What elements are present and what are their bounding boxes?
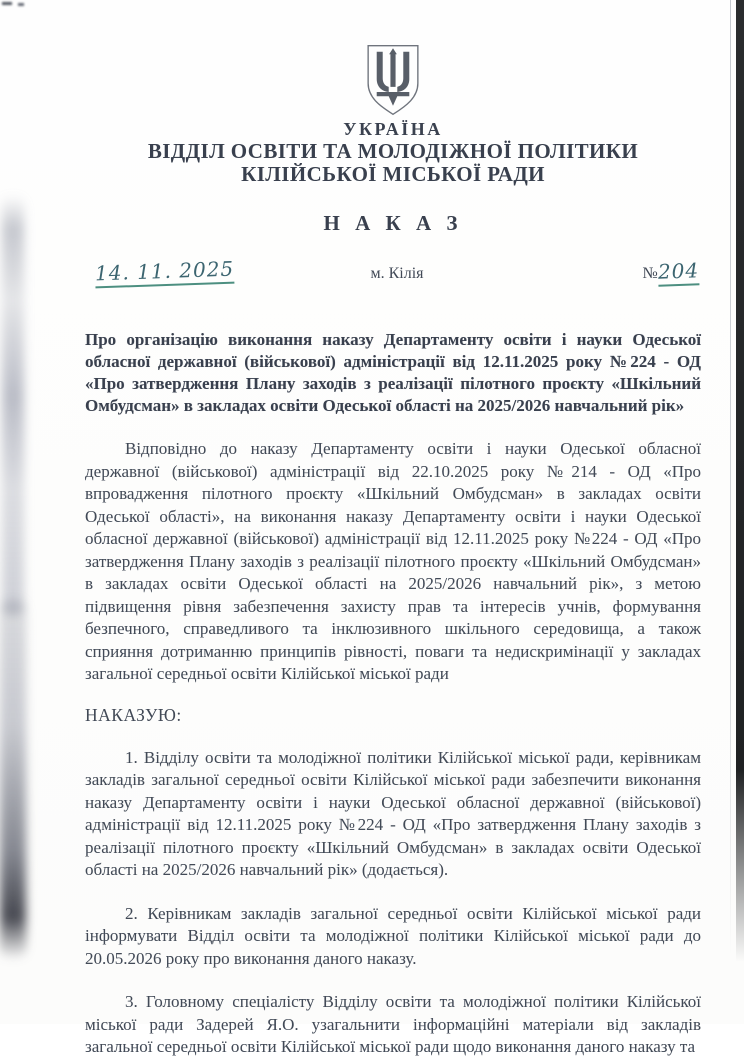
handwritten-date: 14. 11. 2025: [95, 257, 235, 289]
dateline-row: [85, 256, 701, 286]
document-body: [85, 0, 701, 1059]
country-name: УКРАЇНА: [343, 119, 443, 139]
ukraine-trident-emblem: [362, 44, 424, 116]
place-name: м. Кілія: [370, 265, 424, 282]
order-number-prefix: №: [642, 265, 658, 282]
scan-corner-mark: [18, 3, 24, 6]
handwritten-order-number: 204: [657, 258, 699, 286]
dateline-number-cell: [498, 259, 701, 286]
order-item-1: 1. Відділу освіти та молодіжної політики Кілійської міської ради, керівникам закладів загальної середньої освіти Кілійської міської ради забезпечити виконання наказу Департаменту освіти і науки Одеської обласної державної (військової) адміністрації від 12.11.2025 року №224 - ОД «Про затвердження Плану заходів з реалізації пілотного проєкту «Шкільний Омбудсман» в закладах освіти Одеської області на 2025/2026 навчальний рік» (додається).: [85, 747, 701, 879]
scan-crease-artifact-lower: [0, 600, 26, 960]
organization-name-line1: ВІДДІЛ ОСВІТИ ТА МОЛОДІЖНОЇ ПОЛІТИКИ: [147, 139, 639, 163]
scan-corner-mark: [2, 2, 12, 5]
order-item-2: 2. Керівникам закладів загальної середньої освіти Кілійської міської ради інформувати Відділ освіти та молодіжної політики Кілійської міської ради до 20.05.2026 року про виконання даного наказу.: [85, 903, 701, 968]
order-heading: НАКАЗУЮ:: [85, 704, 182, 725]
scan-page-edge-line: [730, 0, 731, 958]
dateline-date-cell: [85, 256, 296, 286]
order-subject: Про організацію виконання наказу Департаменту освіти і науки Одеської обласної державної (військової) адміністрації від 12.11.2025 року №224 - ОД «Про затвердження Плану заходів з реалізації пілотного проєкту «Шкільний Омбудсман» в закладах освіти Одеської області на 2025/2026 навчальний рік»: [85, 330, 701, 415]
scanner-edge-strip: [736, 0, 744, 962]
dateline-place-cell: [296, 265, 497, 283]
scan-crease-artifact-upper: [2, 195, 24, 615]
order-preamble: Відповідно до наказу Департаменту освіти і науки Одеської обласної державної (військової) адміністрації від 22.10.2025 року №214 - ОД «Про впровадження пілотного проєкту «Шкільний Омбудсман» в закладах освіти Одеської області», на виконання наказу Департаменту освіти і науки Одеської обласної державної (військової) адміністрації від 12.11.2025 року №224 - ОД «Про затвердження Плану заходів з реалізації пілотного проєкту «Шкільний Омбудсман» в закладах освіти Одеської області на 2025/2026 навчальний рік», з метою підвищення рівня забезпечення захисту прав та інтересів учнів, формування безпечного, справедливого та інклюзивного шкільного середовища, а також сприяння дотриманню принципів рівності, поваги та недискримінації у закладах загальної середньої освіти Кілійської міської ради: [85, 439, 701, 683]
document-type-title: Н А К А З: [323, 211, 463, 235]
organization-name-line2: КІЛІЙСЬКОЇ МІСЬКОЇ РАДИ: [241, 162, 545, 186]
order-item-3: 3. Головному спеціалісту Відділу освіти та молодіжної політики Кілійської міської ради Задерей Я.О. узагальнити інформаційні матеріали від закладів загальної середньої освіти Кілійської міської ради щодо виконання даного наказу та: [85, 992, 701, 1056]
